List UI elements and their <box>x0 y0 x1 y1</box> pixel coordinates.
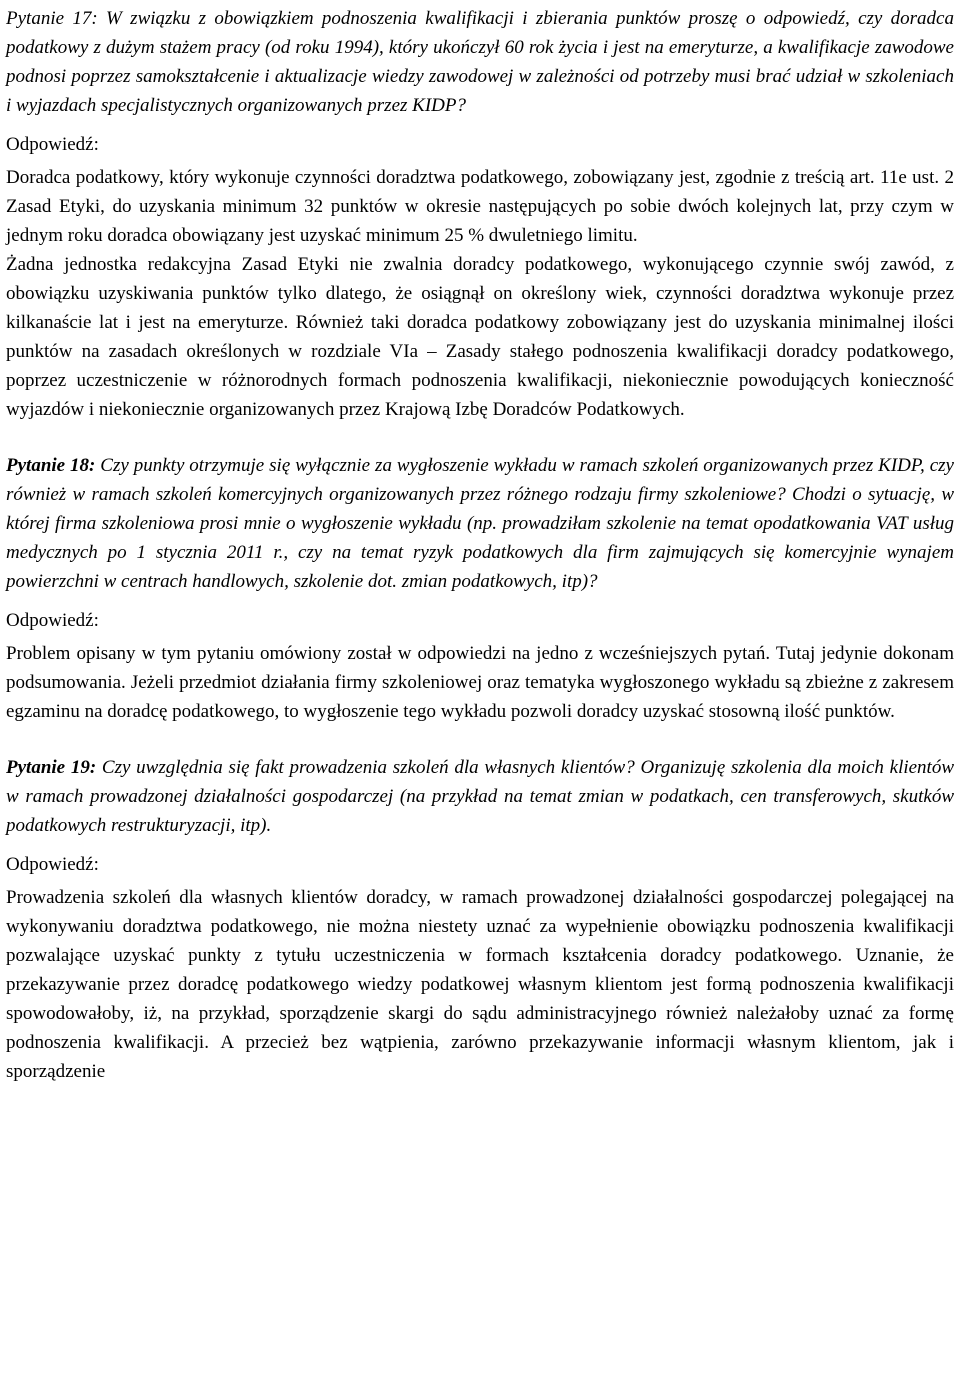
question-label: Pytanie 17: <box>6 8 98 29</box>
answer-17 <box>6 163 954 424</box>
qa-section-17 <box>6 4 954 424</box>
answer-paragraph: Żadna jednostka redakcyjna Zasad Etyki nie zwalnia doradcy podatkowego, wykonującego czynnie swój zawód, z obowiązku uzyskiwania punktów tylko dlatego, że osiągnął on określony wiek, czynności doradztwa wykonuje przez kilkanaście lat i jest na emeryturze. Również taki doradca podatkowy zobowiązany jest do uzyskania minimalnej ilości punktów na zasadach określonych w rozdziale VIa – Zasady stałego podnoszenia kwalifikacji doradcy podatkowego, poprzez uczestniczenie w różnorodnych formach podnoszenia kwalifikacji, niekoniecznie powodujących konieczność wyjazdów i niekoniecznie organizowanych przez Krajową Izbę Doradców Podatkowych. <box>6 254 954 420</box>
answer-paragraph: Prowadzenia szkoleń dla własnych klientów doradcy, w ramach prowadzonej działalności gospodarczej polegającej na wykonywaniu doradztwa podatkowego, nie można niestety uznać za wypełnienie obowiązku podnoszenia kwalifikacji pozwalające uzyskać punkty z tytułu uczestniczenia w formach kształcenia doradcy podatkowego. Uznanie, że przekazywanie przez doradcę podatkowego wiedzy podatkowej własnym klientom jest formą podnoszenia kwalifikacji spowodowałoby, iż, na przykład, sporządzenie skargi do sądu administracyjnego również należałoby uznać za formę podnoszenia kwalifikacji. A przecież bez wątpienia, zarówno przekazywanie informacji własnym klientom, jak i sporządzenie <box>6 887 954 1082</box>
answer-label: Odpowiedź: <box>6 134 99 155</box>
answer-label: Odpowiedź: <box>6 610 99 631</box>
question-text: Czy uwzględnia się fakt prowadzenia szkoleń dla własnych klientów? Organizuję szkolenia dla moich klientów w ramach prowadzonej działalności gospodarczej (na przykład na temat zmian w podatkach, cen transferowych, skutków podatkowych restrukturyzacji, itp). <box>6 757 955 836</box>
question-label: Pytanie 18: <box>6 455 96 476</box>
question-19 <box>6 753 954 840</box>
question-text: Czy punkty otrzymuje się wyłącznie za wygłoszenie wykładu w ramach szkoleń organizowanych przez KIDP, czy również w ramach szkoleń komercyjnych organizowanych przez różnego rodzaju firmy szkoleniowe? Chodzi o sytuację, w której firma szkoleniowa prosi mnie o wygłoszenie wykładu (np. prowadziłam szkolenie na temat opodatkowania VAT usług medycznych po 1 stycznia 2011 r., czy na temat ryzyk podatkowych dla firm zajmujących się komercyjnie wynajem powierzchni w centrach handlowych, szkolenie dot. zmian podatkowych, itp)? <box>6 455 954 592</box>
question-17 <box>6 4 954 120</box>
question-label: Pytanie 19: <box>6 757 97 778</box>
answer-paragraph: Doradca podatkowy, który wykonuje czynności doradztwa podatkowego, zobowiązany jest, zgodnie z treścią art. 11e ust. 2 Zasad Etyki, do uzyskania minimum 32 punktów w okresie następujących po sobie dwóch kolejnych lat, przy czym w jednym roku doradca obowiązany jest uzyskać minimum 25 % dwuletniego limitu. <box>6 167 954 246</box>
qa-section-19 <box>6 753 954 1086</box>
answer-18 <box>6 639 954 726</box>
question-18 <box>6 451 954 596</box>
question-text: W związku z obowiązkiem podnoszenia kwalifikacji i zbierania punktów proszę o odpowiedź, czy doradca podatkowy z dużym stażem pracy (od roku 1994), który ukończył 60 rok życia i jest na emeryturze, a kwalifikacje zawodowe podnosi poprzez samokształcenie i aktualizacje wiedzy zawodowej w zależności od potrzeby musi brać udział w szkoleniach i wyjazdach specjalistycznych organizowanych przez KIDP? <box>6 8 954 116</box>
answer-label: Odpowiedź: <box>6 854 99 875</box>
answer-19 <box>6 883 954 1086</box>
qa-section-18 <box>6 451 954 726</box>
answer-paragraph: Problem opisany w tym pytaniu omówiony został w odpowiedzi na jedno z wcześniejszych pytań. Tutaj jedynie dokonam podsumowania. Jeżeli przedmiot działania firmy szkoleniowej oraz tematyka wygłoszonego wykładu są zbieżne z zakresem egzaminu na doradcę podatkowego, to wygłoszenie tego wykładu pozwoli doradcy uzyskać stosowną ilość punktów. <box>6 643 954 722</box>
